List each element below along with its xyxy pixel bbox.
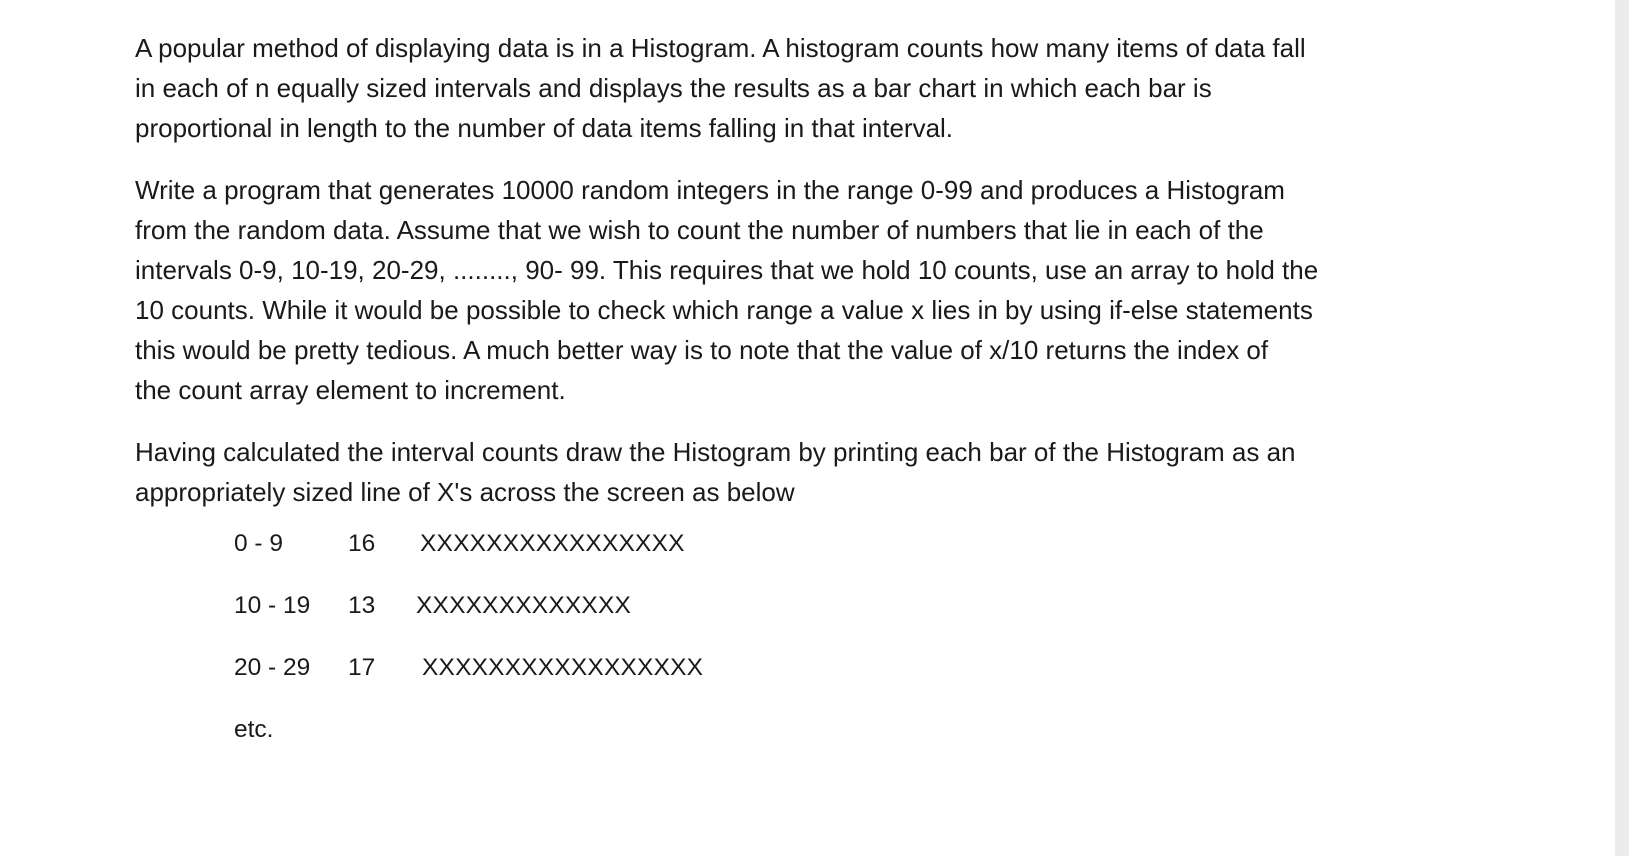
histogram-bar: XXXXXXXXXXXXX	[416, 592, 632, 619]
histogram-row	[234, 530, 685, 592]
text-line: Having calculated the interval counts draw the Histogram by printing each bar of the Histogram as an	[135, 437, 1296, 467]
histogram-bar: XXXXXXXXXXXXXXXXX	[422, 654, 704, 681]
text-line: this would be pretty tedious. A much better way is to note that the value of x/10 returns the index of	[135, 335, 1269, 365]
text-line: intervals 0-9, 10-19, 20-29, ........, 90- 99. This requires that we hold 10 counts, use an array to hold the	[135, 255, 1319, 285]
text-line: 10 counts. While it would be possible to check which range a value x lies in by using if-else statements	[135, 295, 1313, 325]
histogram-bar: XXXXXXXXXXXXXXXX	[420, 530, 685, 557]
text-line: in each of n equally sized intervals and displays the results as a bar chart in which each bar is	[135, 73, 1212, 103]
text-line: appropriately sized line of X's across the screen as below	[135, 477, 795, 507]
histogram-example	[234, 530, 704, 756]
window-edge	[1615, 0, 1629, 856]
interval-count: 13	[348, 592, 376, 619]
interval-count: 16	[348, 530, 376, 557]
document-body	[135, 28, 1425, 534]
paragraph-3	[135, 432, 1425, 512]
etc-text: etc.	[234, 716, 274, 743]
text-line: the count array element to increment.	[135, 375, 566, 405]
interval-range: 20 - 29	[234, 654, 311, 681]
text-line: proportional in length to the number of data items falling in that interval.	[135, 113, 954, 143]
paragraph-1	[135, 28, 1425, 148]
text-line: from the random data. Assume that we wish to count the number of numbers that lie in each of the	[135, 215, 1264, 245]
text-line: A popular method of displaying data is in a Histogram. A histogram counts how many items of data fall	[135, 33, 1306, 63]
histogram-row	[234, 654, 704, 716]
interval-range: 0 - 9	[234, 530, 284, 557]
interval-range: 10 - 19	[234, 592, 311, 619]
paragraph-2	[135, 170, 1425, 410]
histogram-row	[234, 592, 632, 654]
text-line: Write a program that generates 10000 random integers in the range 0-99 and produces a Histogram	[135, 175, 1285, 205]
interval-count: 17	[348, 654, 376, 681]
